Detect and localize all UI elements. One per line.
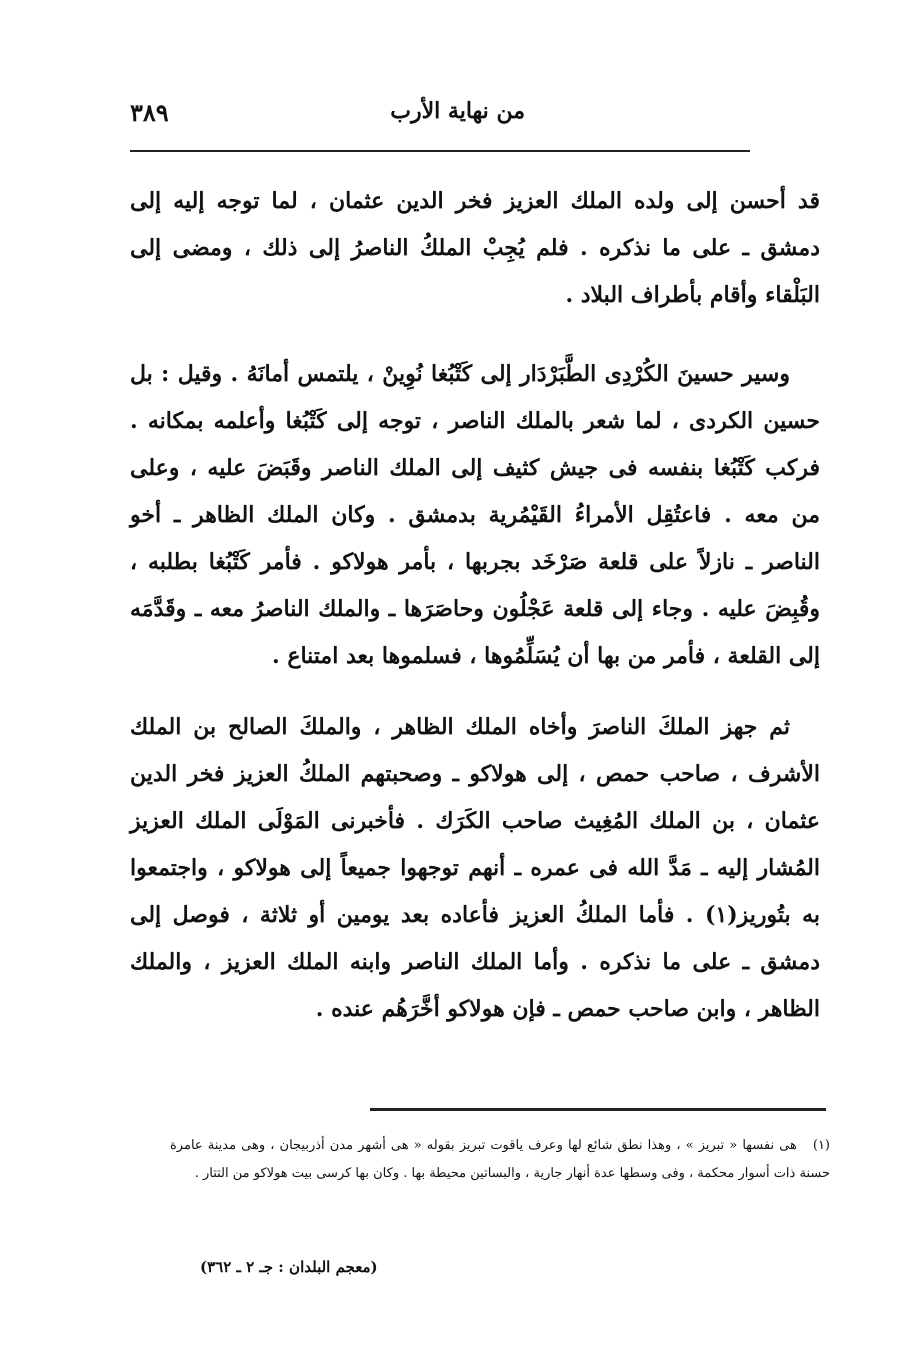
page-header xyxy=(130,98,750,132)
footnote-marker: (١) xyxy=(812,1138,830,1153)
running-title: من نهاية الأرب xyxy=(390,98,525,124)
main-text xyxy=(130,178,820,1057)
footnote-rule xyxy=(370,1108,826,1111)
source-reference: (معجم البلدان : جـ ٢ ـ ٣٦٢) xyxy=(200,1258,378,1276)
paragraph: وسير حسينَ الكُرْدِى الطَّبَرْدَار إلى كَتْبُغا نُوِينْ ، يلتمس أمانَهُ . وقيل : بل حسين الكردى ، لما شعر بالملك الناصر ، توجه إلى كَتْبُغا وأعلمه بمكانه . فركب كَتْبُغا بنفسه فى جيش كثيف إلى الملك الناصر وقَبَضَ عليه ، وعلى من معه . فاعتُقِل الأمراءُ القَيْمُرية بدمشق . وكان الملك الظاهر ـ أخو الناصر ـ نازلاً على قلعة صَرْخَد بجربها ، بأمر هولاكو . فأمر كَتْبُغا بطلبه ، وقُبِضَ عليه . وجاء إلى قلعة عَجْلُون وحاصَرَها ـ والملك الناصرُ معه ـ وقَدَّمَه إلى القلعة ، فأمر من بها أن يُسَلِّمُوها ، فسلموها بعد امتناع . xyxy=(130,361,820,669)
paragraph: قد أحسن إلى ولده الملك العزيز فخر الدين عثمان ، لما توجه إليه إلى دمشق ـ على ما نذكره . فلم يُجِبْ الملكُ الناصرُ إلى ذلك ، ومضى إلى البَلْقاء وأقام بأطراف البلاد . xyxy=(130,188,820,308)
header-rule xyxy=(130,150,750,152)
footnote xyxy=(170,1132,830,1188)
paragraph: ثم جهز الملكَ الناصرَ وأخاه الملك الظاهر ، والملكَ الصالح بن الملك الأشرف ، صاحب حمص ، إلى هولاكو ـ وصحبتهم الملكُ العزيز فخر الدين عثمان ، بن الملك المُغِيث صاحب الكَرَك . فأخبرنى المَوْلَى الملك العزيز المُشار إليه ـ مَدَّ الله فى عمره ـ أنهم توجهوا جميعاً إلى هولاكو ، واجتمعوا به بتُوريز(١) . فأما الملكُ العزيز فأعاده بعد يومين أو ثلاثة ، فوصل إلى دمشق ـ على ما نذكره . وأما الملك الناصر وابنه الملك العزيز ، والملك الظاهر ، وابن صاحب حمص ـ فإن هولاكو أخَّرَهُم عنده . xyxy=(130,714,821,1022)
footnote-text: هى نفسها « تبريز » ، وهذا نطق شائع لها وعرف ياقوت تبريز بقوله « هى أشهر مدن أذربيجان ، وهى مدينة عامرة حسنة ذات أسوار محكمة ، وفى وسطها عدة أنهار جارية ، والبساتين محيطة بها . وكان بها كرسى بيت هولاكو من التتار . xyxy=(170,1138,830,1181)
page-number: ٣٨٩ xyxy=(130,98,169,127)
